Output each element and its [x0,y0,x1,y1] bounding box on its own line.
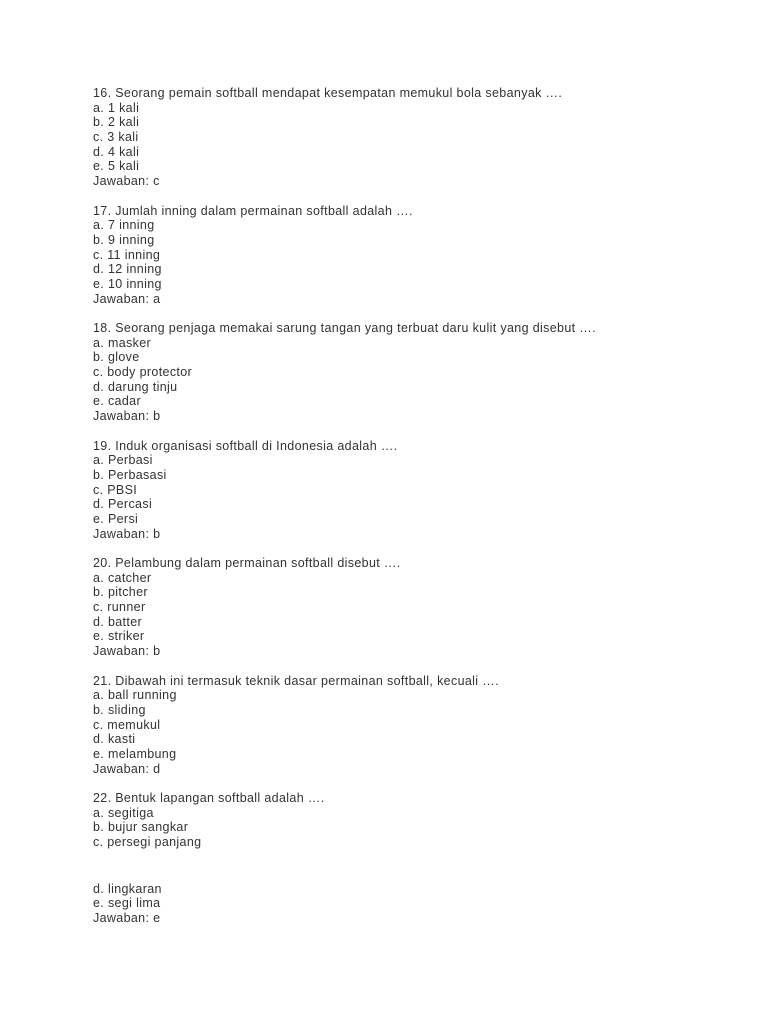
option-b: b. Perbasasi [93,467,167,482]
option-e: e. striker [93,629,145,644]
option-d: d. kasti [93,732,136,747]
option-e: e. segi lima [93,896,161,911]
answer-key: Jawaban: b [93,409,161,424]
answer-key: Jawaban: a [93,291,161,306]
option-b: b. sliding [93,702,146,717]
answer-key: Jawaban: d [93,761,161,776]
option-e: e. Persi [93,511,139,526]
option-c: c. body protector [93,365,193,380]
option-a: a. 1 kali [93,100,140,115]
option-a: a. 7 inning [93,218,155,233]
option-e: e. 10 inning [93,276,162,291]
option-c: c. 3 kali [93,130,139,145]
option-c: c. persegi panjang [93,835,202,850]
option-d: d. lingkaran [93,881,162,896]
question-prompt: 18. Seorang penjaga memakai sarung tangan yang terbuat daru kulit yang disebut …. [93,321,596,335]
question-prompt: 19. Induk organisasi softball di Indonesia adalah …. [93,438,398,453]
option-c: c. runner [93,600,146,615]
question-19 [93,439,733,542]
option-b: b. bujur sangkar [93,820,189,835]
option-a: a. segitiga [93,805,154,820]
question-20 [93,556,733,659]
option-a: a. Perbasi [93,453,153,468]
option-c: c. 11 inning [93,247,161,262]
option-c: c. PBSI [93,482,138,497]
option-b: b. 9 inning [93,232,155,247]
option-d: d. darung tinju [93,379,178,394]
question-prompt: 21. Dibawah ini termasuk teknik dasar permainan softball, kecuali …. [93,673,499,688]
option-e: e. melambung [93,746,177,761]
option-a: a. masker [93,335,152,350]
page-break-gap [93,850,733,882]
option-d: d. 12 inning [93,262,162,277]
question-prompt: 16. Seorang pemain softball mendapat kesempatan memukul bola sebanyak …. [93,86,563,100]
question-16 [93,86,733,189]
option-a: a. ball running [93,688,177,703]
document-page [93,86,733,941]
option-e: e. cadar [93,394,141,409]
option-b: b. 2 kali [93,115,140,130]
question-prompt: 20. Pelambung dalam permainan softball disebut …. [93,556,401,570]
option-a: a. catcher [93,570,152,585]
option-d: d. batter [93,614,143,629]
question-22 [93,791,733,926]
option-e: e. 5 kali [93,159,140,174]
option-d: d. Percasi [93,497,153,512]
question-prompt: 22. Bentuk lapangan softball adalah …. [93,791,325,805]
answer-key: Jawaban: b [93,526,161,541]
answer-key: Jawaban: e [93,911,161,926]
question-17 [93,204,733,307]
option-b: b. glove [93,350,140,365]
question-18 [93,321,733,424]
answer-key: Jawaban: c [93,174,160,189]
question-21 [93,674,733,777]
question-prompt: 17. Jumlah inning dalam permainan softball adalah …. [93,203,413,218]
option-b: b. pitcher [93,585,148,600]
option-c: c. memukul [93,717,161,732]
answer-key: Jawaban: b [93,644,161,659]
option-d: d. 4 kali [93,144,140,159]
